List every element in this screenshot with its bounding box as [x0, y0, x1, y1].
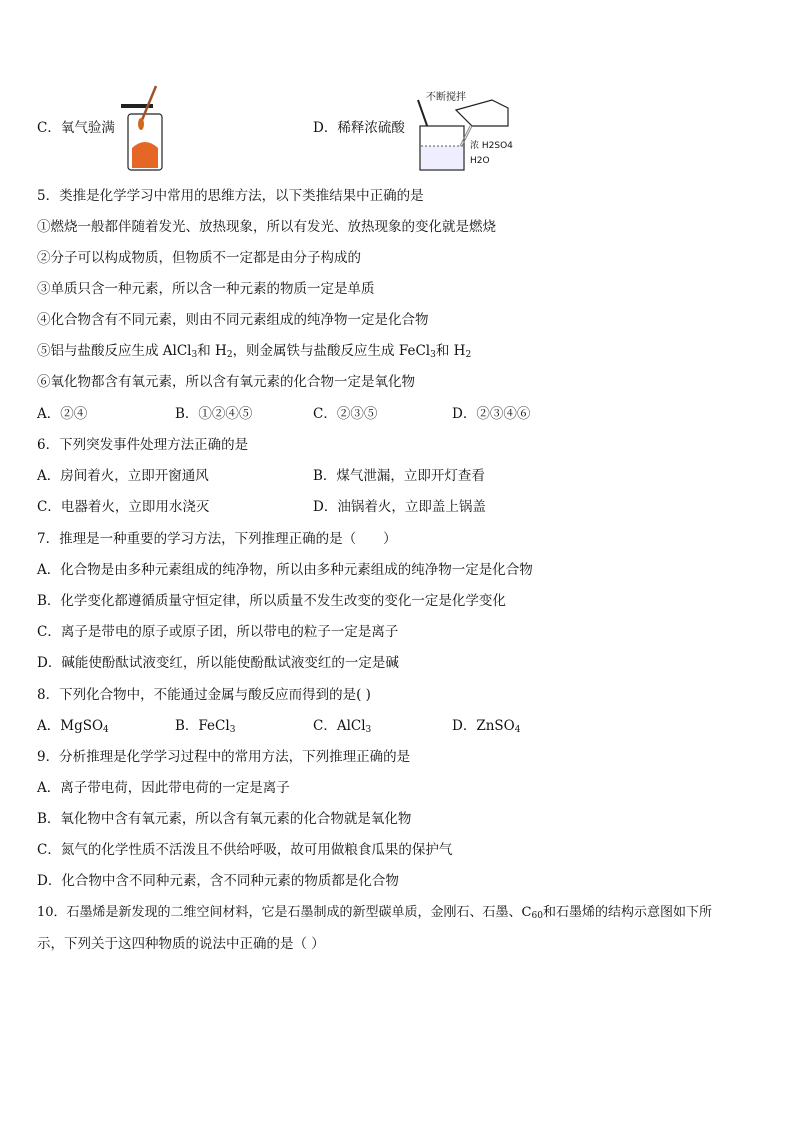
q7-option-d: D．碱能使酚酞试液变红，所以能使酚酞试液变红的一定是碱 — [37, 655, 399, 671]
q5-item-2: ②分子可以构成物质，但物质不一定都是由分子构成的 — [37, 250, 361, 266]
q5-item-4: ④化合物含有不同元素，则由不同元素组成的纯净物一定是化合物 — [37, 312, 429, 328]
oxygen-bottle-figure — [118, 84, 168, 176]
q10-stem-line-1: 10．石墨烯是新发现的二维空间材料，它是石墨制成的新型碳单质，金刚石、石墨、$C_{60}$和石墨烯的结构示意图如下所 — [37, 905, 712, 921]
q9-option-a: A．离子带电荷，因此带电荷的一定是离子 — [37, 780, 290, 796]
q9-option-b: B．氧化物中含有氧元素，所以含有氧元素的化合物就是氧化物 — [37, 811, 412, 827]
option-d-dilute-acid: D．稀释浓硫酸 — [313, 120, 405, 136]
stir-label: 不断搅拌 — [426, 92, 466, 103]
q5-stem: 5．类推是化学学习中常用的思维方法，以下类推结果中正确的是 — [37, 188, 424, 204]
q10-stem-line-2: 示，下列关于这四种物质的说法中正确的是（ ） — [37, 936, 325, 952]
q5-option-b: B．①②④⑤ — [175, 406, 253, 422]
q6-option-b: B．煤气泄漏，立即开灯查看 — [313, 468, 485, 484]
q9-stem: 9．分析推理是化学学习过程中的常用方法，下列推理正确的是 — [37, 749, 411, 765]
q7-option-c: C．离子是带电的原子或原子团，所以带电的粒子一定是离子 — [37, 624, 399, 640]
q5-item-6: ⑥氧化物都含有氧元素，所以含有氧元素的化合物一定是氧化物 — [37, 374, 415, 390]
q9-option-c: C．氮气的化学性质不活泼且不供给呼吸，故可用做粮食瓜果的保护气 — [37, 842, 453, 858]
option-c-oxygen-test: C．氧气验满 — [37, 120, 115, 136]
q5-item-3: ③单质只含一种元素，所以含一种元素的物质一定是单质 — [37, 281, 375, 297]
q5-item-1: ①燃烧一般都伴随着发光、放热现象，所以有发光、放热现象的变化就是燃烧 — [37, 219, 496, 235]
q7-stem: 7．推理是一种重要的学习方法，下列推理正确的是（ ） — [37, 531, 397, 547]
q5-option-c: C．②③⑤ — [313, 406, 378, 422]
q6-stem: 6．下列突发事件处理方法正确的是 — [37, 437, 249, 453]
acid-label: 浓 H2SO4 — [470, 141, 513, 151]
q8-stem: 8．下列化合物中，不能通过金属与酸反应而得到的是( ) — [37, 687, 371, 703]
q6-option-a: A．房间着火，立即开窗通风 — [37, 468, 209, 484]
q6-option-c: C．电器着火，立即用水浇灭 — [37, 499, 210, 515]
q9-option-d: D．化合物中含不同种元素，含不同种元素的物质都是化合物 — [37, 873, 399, 889]
q8-option-d: D．ZnSO$_4$ — [452, 718, 521, 735]
dilute-acid-beaker-figure — [412, 86, 524, 172]
q5-item-5: ⑤铝与盐酸反应生成 AlCl$_3$和 $H_2$，则金属铁与盐酸反应生成 FeCl$_3$和 $H_2$ — [37, 343, 472, 360]
q7-option-b: B．化学变化都遵循质量守恒定律，所以质量不发生改变的变化一定是化学变化 — [37, 593, 506, 609]
q8-option-c: C．AlCl$_3$ — [313, 718, 372, 735]
q8-option-a: A．MgSO$_4$ — [37, 718, 109, 735]
q5-option-d: D．②③④⑥ — [452, 406, 531, 422]
q7-option-a: A．化合物是由多种元素组成的纯净物，所以由多种元素组成的纯净物一定是化合物 — [37, 562, 533, 578]
water-label: H2O — [470, 156, 490, 166]
q5-option-a: A．②④ — [37, 406, 88, 422]
q8-option-b: B．FeCl$_3$ — [175, 718, 236, 735]
q6-option-d: D．油锅着火，立即盖上锅盖 — [313, 499, 486, 515]
